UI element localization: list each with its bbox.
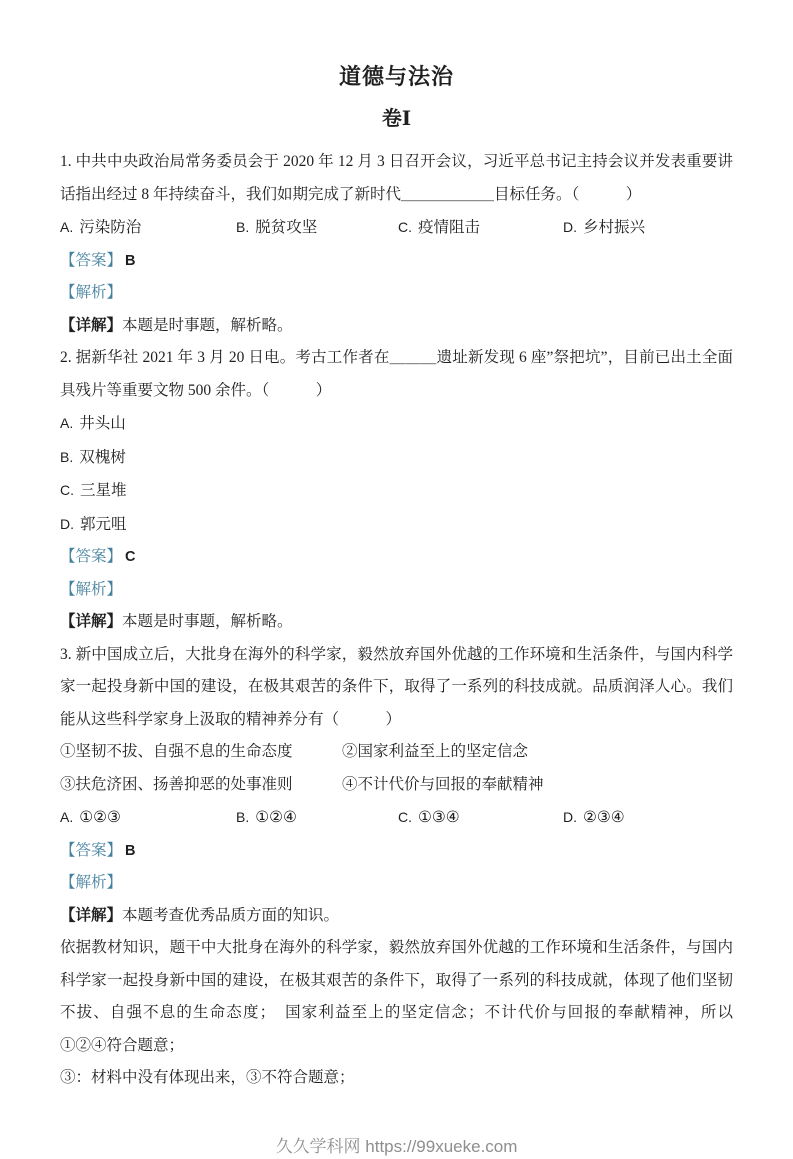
question-1 [60, 146, 733, 342]
question-2-analysis-line [60, 574, 733, 607]
question-3-stem: 3. 新中国成立后，大批身在海外的科学家，毅然放弃国外优越的工作环境和生活条件，与国内科学家一起投身新中国的建设，在极其艰苦的条件下，取得了一系列的科技成就。品质润泽人心。我们能从这些科学家身上汲取的精神养分有（ ） [60, 645, 733, 728]
option-text: 脱贫攻坚 [255, 219, 318, 236]
option-text: ①②③ [79, 809, 121, 826]
option-text: 三星堆 [80, 482, 127, 499]
question-3-answer-line [60, 835, 733, 868]
question-2-option-d [60, 508, 733, 542]
option-text: ①②④ [255, 809, 297, 826]
option-text: ②③④ [583, 809, 625, 826]
question-2-answer-line [60, 541, 733, 574]
detail-label: 【详解】 [60, 906, 123, 924]
question-3-subitems [60, 736, 733, 801]
option-text: ①③④ [418, 809, 460, 826]
question-1-options [60, 211, 733, 245]
question-3-options [60, 801, 733, 835]
question-2-option-c [60, 474, 733, 508]
option-letter: B. [60, 448, 74, 465]
question-3-explanation-2: ③：材料中没有体现出来，③不符合题意； [60, 1069, 355, 1086]
analysis-label: 【解析】 [60, 874, 123, 891]
option-letter: C. [398, 809, 412, 825]
question-1-analysis-line [60, 277, 733, 310]
option-letter: A. [60, 809, 74, 825]
question-1-option-b [236, 211, 398, 245]
option-letter: A. [60, 219, 74, 235]
question-3-explanation-1: 依据教材知识，题干中大批身在海外的科学家，毅然放弃国外优越的工作环境和生活条件，与国内科学家一起投身新中国的建设，在极其艰苦的条件下，取得了一系列的科技成就，体现了他们坚韧不拔、自强不息的生命态度； 国家利益至上的坚定信念；不计代价与回报的奉献精神，所以①②④符合题意； [60, 939, 733, 1054]
question-2-option-b [60, 441, 733, 475]
option-text: 郭元咀 [80, 515, 127, 533]
question-3-option-d [563, 801, 733, 835]
option-letter: D. [563, 809, 577, 825]
detail-label: 【详解】 [60, 316, 123, 334]
option-letter: A. [60, 415, 74, 431]
option-letter: D. [60, 515, 74, 532]
question-3-analysis-line [60, 867, 733, 900]
answer-value: B [125, 252, 136, 269]
question-1-option-c [398, 211, 563, 245]
question-3-detail-line [60, 900, 733, 933]
doc-title: 道德与法治 [338, 64, 454, 89]
answer-value: B [125, 842, 136, 859]
option-letter: B. [236, 809, 250, 825]
subitem-2: ②国家利益至上的坚定信念 [342, 743, 529, 760]
answer-label: 【答案】 [60, 251, 123, 269]
question-1-stem: 1. 中共中央政治局常务委员会于 2020 年 12 月 3 日召开会议，习近平总书记主持会议并发表重要讲话指出经过 8 年持续奋斗，我们如期完成了新时代＿＿＿＿＿＿目标任务。（ ） [60, 153, 733, 203]
doc-subtitle: 卷Ⅰ [381, 108, 412, 130]
detail-text: 本题是时事题，解析略。 [122, 316, 293, 334]
question-1-option-d [563, 211, 733, 245]
subitem-4: ④不计代价与回报的奉献精神 [342, 775, 544, 793]
option-text: 井头山 [79, 415, 126, 432]
question-1-detail-line [60, 310, 733, 343]
watermark-footer: 久久学科网 https://99xueke.com [275, 1136, 518, 1156]
subitem-3: ③扶危济困、扬善抑恶的处事准则 [60, 775, 293, 793]
analysis-label: 【解析】 [60, 580, 123, 598]
detail-label: 【详解】 [60, 613, 123, 630]
question-3-option-a [60, 801, 236, 835]
question-2-stem: 2. 据新华社 2021 年 3 月 20 日电。考古工作者在＿＿＿遗址新发现 6 座”祭把坑”，目前已出土全面具残片等重要文物 500 余件。（ ） [60, 349, 733, 399]
analysis-label: 【解析】 [60, 284, 123, 301]
question-2-option-a [60, 407, 733, 441]
question-3-option-b [236, 801, 398, 835]
option-text: 污染防治 [79, 219, 142, 236]
option-letter: D. [563, 219, 577, 235]
question-1-answer-line [60, 245, 733, 278]
question-3 [60, 639, 733, 1095]
option-letter: C. [398, 219, 412, 235]
question-2 [60, 342, 733, 639]
detail-text: 本题考查优秀品质方面的知识。 [122, 906, 340, 924]
option-text: 双槐树 [79, 448, 126, 466]
answer-label: 【答案】 [60, 548, 123, 565]
answer-label: 【答案】 [60, 841, 123, 859]
option-letter: C. [60, 482, 74, 498]
option-text: 疫情阻击 [418, 219, 481, 236]
option-text: 乡村振兴 [583, 219, 646, 236]
question-2-detail-line [60, 606, 733, 639]
subitem-1: ①坚韧不拔、自强不息的生命态度 [60, 743, 293, 760]
question-1-option-a [60, 211, 236, 245]
detail-text: 本题是时事题，解析略。 [122, 613, 293, 630]
question-3-option-c [398, 801, 563, 835]
option-letter: B. [236, 219, 250, 235]
answer-value: C [125, 549, 136, 565]
